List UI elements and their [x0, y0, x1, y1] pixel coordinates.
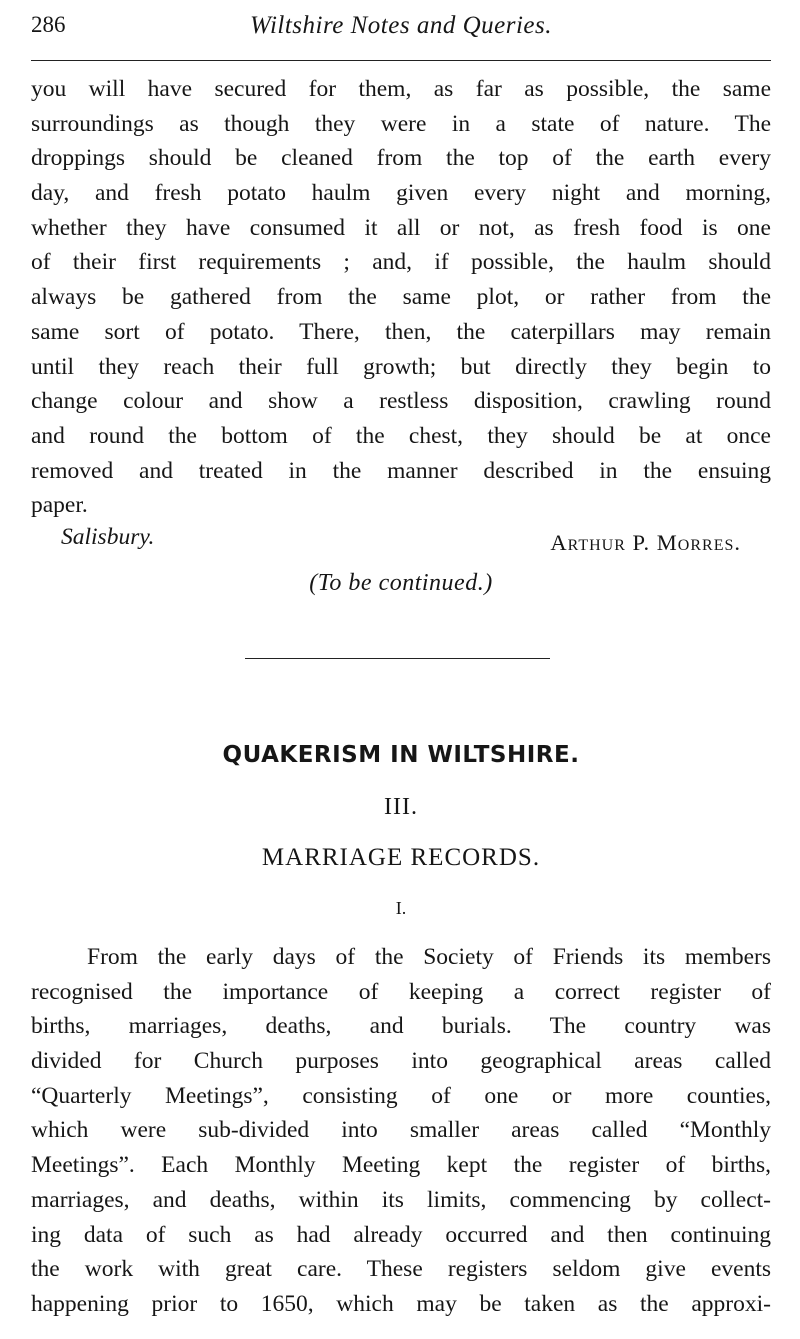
page-number: 286	[31, 12, 66, 37]
page-header	[31, 8, 771, 48]
text-line: removed and treated in the manner described in the ensuing	[31, 457, 771, 484]
text-line: recognised the importance of keeping a correct register of	[31, 978, 771, 1005]
signature-author: Arthur P. Morres.	[550, 530, 741, 555]
text-line: and round the bottom of the chest, they should be at once	[31, 422, 771, 449]
text-line: ing data of such as had already occurred and then continuing	[31, 1221, 771, 1248]
text-line: births, marriages, deaths, and burials. The country was	[31, 1013, 771, 1040]
header-rule	[31, 60, 771, 61]
section-divider	[245, 658, 550, 659]
article-paragraph	[31, 940, 771, 1322]
text-line: paper.	[31, 492, 88, 519]
text-line: which were sub-divided into smaller areas called “Monthly	[31, 1117, 771, 1144]
text-line: change colour and show a restless disposition, crawling round	[31, 388, 771, 415]
text-line: day, and fresh potato haulm given every night and morning,	[31, 180, 771, 207]
to-be-continued-note: (To be continued.)	[309, 570, 493, 596]
text-line: the work with great care. These registers seldom give events	[31, 1256, 771, 1283]
text-line: you will have secured for them, as far as possible, the same	[31, 76, 771, 102]
article-title: QUAKERISM IN WILTSHIRE.	[222, 742, 580, 768]
signature-place: Salisbury.	[61, 524, 155, 550]
article-part-number: I.	[395, 898, 407, 918]
text-line: “Quarterly Meetings”, consisting of one or more counties,	[31, 1082, 771, 1109]
text-line: always be gathered from the same plot, or rather from the	[31, 284, 771, 311]
running-title: Wiltshire Notes and Queries.	[250, 12, 552, 39]
text-line: surroundings as though they were in a state of nature. The	[31, 110, 771, 137]
text-line: of their first requirements ; and, if possible, the haulm should	[31, 249, 771, 276]
text-line: marriages, and deaths, within its limits, commencing by collect-	[31, 1186, 771, 1213]
text-line: From the early days of the Society of Friends its members	[87, 944, 771, 970]
continuation-paragraph	[31, 72, 771, 523]
text-line: happening prior to 1650, which may be taken as the approxi-	[31, 1290, 771, 1317]
text-line: whether they have consumed it all or not, as fresh food is one	[31, 214, 771, 241]
article-subtitle: MARRIAGE RECORDS.	[261, 844, 541, 871]
signature-block	[31, 524, 771, 558]
text-line: divided for Church purposes into geographical areas called	[31, 1048, 771, 1075]
text-line: droppings should be cleaned from the top of the earth every	[31, 145, 771, 172]
article-series-number: III.	[384, 794, 418, 820]
text-line: Meetings”. Each Monthly Meeting kept the register of births,	[31, 1152, 771, 1179]
text-line: until they reach their full growth; but directly they begin to	[31, 353, 771, 380]
text-line: same sort of potato. There, then, the caterpillars may remain	[31, 318, 771, 345]
